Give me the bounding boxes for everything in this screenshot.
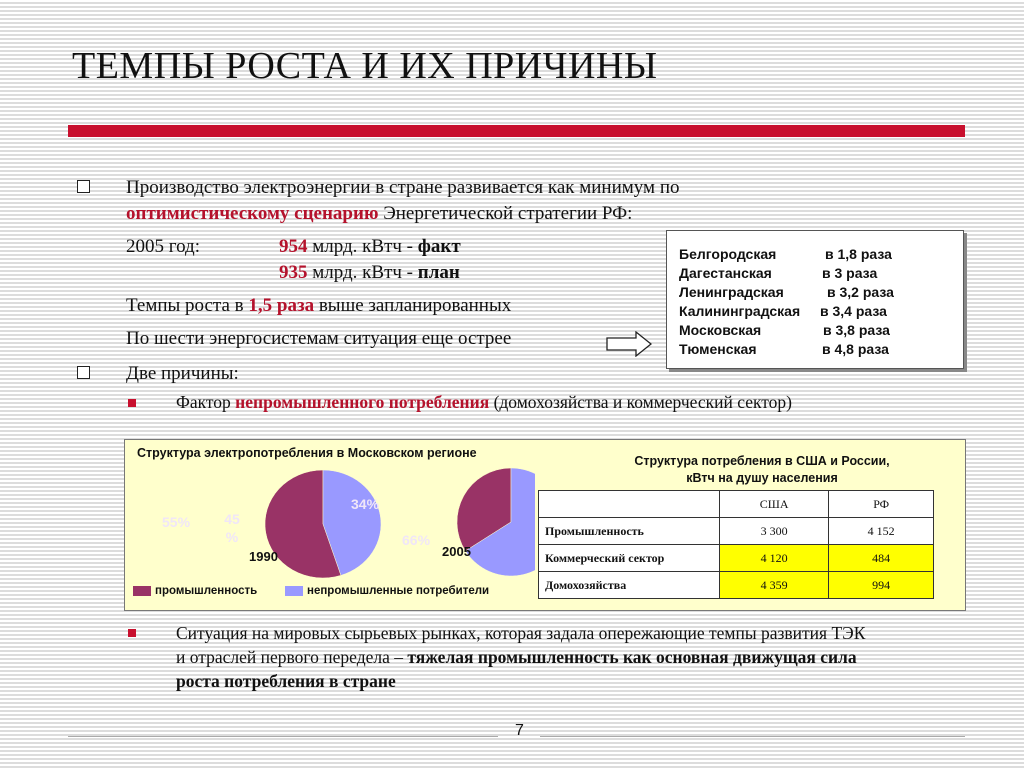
footer-divider-right [540, 736, 965, 737]
legend-label-industry: промышленность [155, 585, 258, 597]
region-name: Белгородская [679, 246, 777, 262]
pie-section-title: Структура электропотребления в Московском регионе [137, 446, 477, 460]
region-row [679, 341, 889, 357]
pie-1990 [265, 470, 381, 578]
region-name: Ленинградская [679, 284, 784, 300]
region-value: в 3,4 раза [820, 303, 887, 319]
region-value: в 3,8 раза [823, 322, 890, 338]
page-number: 7 [515, 722, 524, 739]
table-cell-usa: 3 300 [720, 518, 829, 545]
pie-label-2005-industry: 34% [351, 496, 380, 512]
bullet3-line2-pre: и отраслей первого передела – [176, 647, 408, 667]
table-row [539, 572, 934, 599]
bullet2-heading: Две причины: [126, 363, 239, 384]
bullet3-line2 [176, 645, 857, 669]
plan-word: план [417, 262, 460, 283]
pie-year-2005: 2005 [442, 544, 471, 559]
legend-swatch-nonindustry [285, 586, 303, 596]
pie-label-2005-nonindustry: 66% [402, 532, 431, 548]
table-header-row [539, 491, 934, 518]
chart-panel [124, 439, 966, 611]
plan-unit: млрд. кВтч - [307, 262, 418, 283]
legend-label-nonindustry: непромышленные потребители [307, 585, 490, 597]
pie-2005 [457, 468, 535, 576]
table-row [539, 545, 934, 572]
pie-label-1990-industry: 55% [162, 514, 191, 530]
growth-value: 1,5 раза [248, 295, 315, 316]
checkbox-bullet-icon [77, 366, 90, 379]
table-cell-usa: 4 120 [720, 545, 829, 572]
factor-line [176, 390, 792, 414]
region-value: в 1,8 раза [825, 246, 892, 262]
region-row [679, 322, 890, 338]
table-cell-usa: 4 359 [720, 572, 829, 599]
plan-line [279, 260, 460, 286]
pie-label-1990-nonindustry: 45 % [224, 511, 240, 545]
consumption-table [538, 490, 934, 599]
factor-bold: непромышленного потребления [235, 392, 490, 412]
table-title [595, 453, 929, 487]
plan-value: 935 [279, 262, 308, 283]
legend-swatch-industry [133, 586, 151, 596]
regions-growth-box [666, 230, 964, 369]
table-cell-rf: 4 152 [829, 518, 934, 545]
red-square-bullet-icon [128, 629, 136, 637]
footer-divider-left [68, 736, 498, 737]
region-row [679, 265, 878, 281]
title-underline-bar [68, 125, 965, 137]
table-header-cell: США [720, 491, 829, 518]
factor-pre: Фактор [176, 392, 236, 412]
six-systems-line: По шести энергосистемам ситуация еще острее [126, 328, 512, 349]
table-row [539, 518, 934, 545]
table-cell-rf: 994 [829, 572, 934, 599]
region-value: в 4,8 раза [822, 341, 889, 357]
growth-post: выше запланированных [314, 295, 512, 316]
optimistic-scenario-text: оптимистическому сценарию [126, 203, 379, 224]
table-header-cell [539, 491, 720, 518]
bullet1-line2 [126, 201, 632, 227]
fact-word: факт [417, 236, 461, 257]
checkbox-bullet-icon [77, 180, 90, 193]
region-row [679, 246, 892, 262]
region-name: Калининградская [679, 303, 801, 319]
table-cell-rf: 484 [829, 545, 934, 572]
right-arrow-icon [606, 331, 652, 357]
table-title-line1: Структура потребления в США и России, [634, 454, 890, 468]
red-square-bullet-icon [128, 399, 136, 407]
region-name: Московская [679, 322, 762, 338]
table-row-label: Промышленность [539, 518, 720, 545]
year-label: 2005 год: [126, 236, 200, 257]
bullet1-line1: Производство электроэнергии в стране развивается как минимум по [126, 177, 680, 198]
pie-year-1990: 1990 [249, 549, 278, 564]
legend-nonindustry [285, 585, 489, 597]
growth-line [126, 293, 511, 319]
region-name: Дагестанская [679, 265, 772, 281]
region-row [679, 303, 887, 319]
legend-industry [133, 585, 257, 597]
region-value: в 3 раза [822, 265, 878, 281]
table-row-label: Домохозяйства [539, 572, 720, 599]
region-name: Тюменская [679, 341, 757, 357]
bullet3-line3: роста потребления в стране [176, 671, 396, 691]
fact-line [279, 234, 461, 260]
bullet3-line1: Ситуация на мировых сырьевых рынках, которая задала опережающие темпы развития ТЭК [176, 623, 866, 643]
fact-unit: млрд. кВтч - [307, 236, 418, 257]
fact-value: 954 [279, 236, 308, 257]
strategy-text: Энергетической стратегии РФ: [378, 203, 633, 224]
page-title: ТЕМПЫ РОСТА И ИХ ПРИЧИНЫ [72, 45, 658, 87]
region-row [679, 284, 894, 300]
table-header-cell: РФ [829, 491, 934, 518]
factor-post: (домохозяйства и коммерческий сектор) [489, 392, 793, 412]
table-row-label: Коммерческий сектор [539, 545, 720, 572]
growth-pre: Темпы роста в [126, 295, 249, 316]
region-value: в 3,2 раза [827, 284, 894, 300]
table-title-line2: кВтч на душу населения [686, 471, 838, 485]
bullet3-line2-bold: тяжелая промышленность как основная движущая сила [407, 647, 857, 667]
